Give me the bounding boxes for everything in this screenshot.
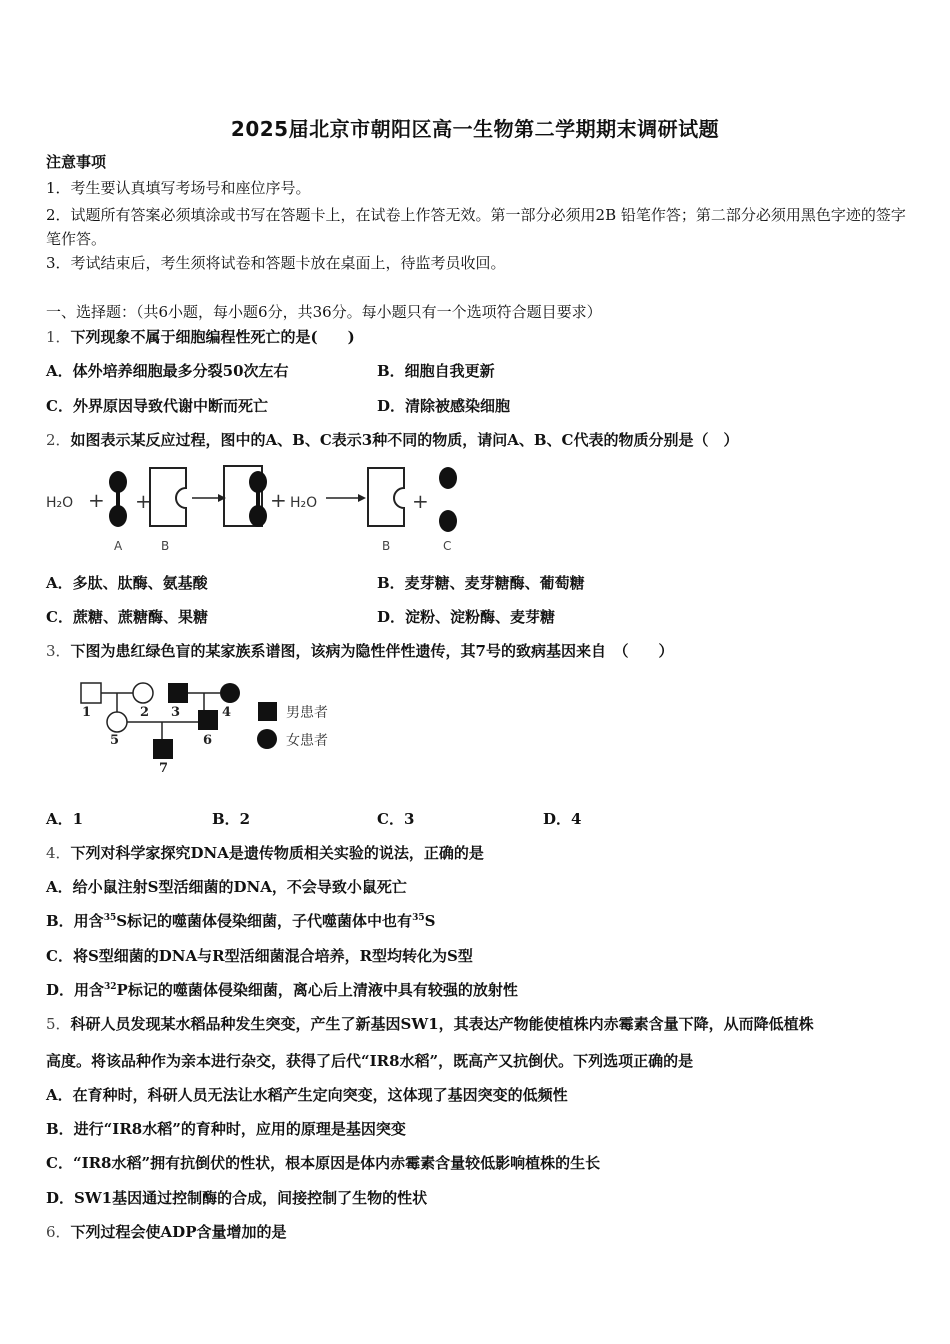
enzyme-b [150,468,186,526]
plus-sign: + [88,488,105,512]
notice-item-1: 1．考生要认真填写考场号和座位序号。 [46,179,311,197]
h2o-label: H₂O [46,495,74,511]
enzyme-b [368,468,404,526]
q5-option-c[interactable]: C．“IR8水稻”拥有抗倒伏的性状，根本原因是体内赤霉素含量较低影响植株的生长 [46,1154,601,1172]
isotope-superscript: 32 [104,982,117,992]
question-6 [46,1222,286,1242]
q1-option-c[interactable]: C．外界原因导致代谢中断而死亡 [46,397,268,415]
notice-item-2: 2．试题所有答案必须填涂或书写在答题卡上，在试卷上作答无效。第一部分必须用2B 铅笔作答；第二部分必须用黑色字迹的签字笔作答。 [46,206,906,248]
isotope-superscript: 35 [103,913,117,923]
q4-option-d[interactable] [46,980,518,1000]
question-stem: 如图表示某反应过程，图中的A、B、C表示3种不同的物质，请问A、B、C代表的物质分别是（ ） [70,431,739,449]
option-text: D．用含 [46,981,105,999]
pedigree-number: 5 [110,733,120,748]
question-stem: 下图为患红绿色盲的某家族系谱图，该病为隐性伴性遗传，其7号的致病基因来自 （ ） [70,642,674,660]
question-stem: 下列过程会使ADP含量增加的是 [70,1223,287,1241]
option-text: B．用含 [46,912,104,930]
question-number: 5． [46,1015,71,1033]
q5-option-b[interactable]: B．进行“IR8水稻”的育种时，应用的原理是基因突变 [46,1120,406,1138]
question-stem: 科研人员发现某水稻品种发生突变，产生了新基因SW1，其表达产物能使植株内赤霉素含量下降，从而降低植株 [70,1015,814,1033]
q5-option-d[interactable]: D．SW1基因通过控制酶的合成，间接控制了生物的性状 [46,1189,428,1207]
option-text: S标记的噬菌体侵染细菌，子代噬菌体中也有 [116,912,413,930]
question-3 [46,641,674,661]
individual-6 [198,710,218,730]
reaction-arrow [326,494,366,502]
label-a: A [114,539,123,553]
option-text: S [424,912,436,930]
plus-sign: + [270,488,287,512]
q2-option-a[interactable]: A．多肽、肽酶、氨基酸 [46,574,208,592]
reaction-diagram [40,460,480,560]
question-number: 6． [46,1223,71,1241]
pedigree-number: 3 [171,705,181,720]
question-4 [46,843,484,863]
q3-option-a[interactable]: A．1 [46,810,84,828]
legend-female-icon [257,729,277,749]
section-heading: 一、选择题：（共6小题，每小题6分，共36分。每小题只有一个选项符合题目要求） [46,303,602,321]
label-b: B [161,539,170,553]
individual-5 [107,712,127,732]
pedigree-chart [70,676,370,776]
individual-3 [168,683,188,703]
label-b: B [382,539,391,553]
q3-option-d[interactable]: D．4 [543,810,582,828]
notice-heading: 注意事项 [46,153,107,171]
individual-7 [153,739,173,759]
question-number: 4． [46,844,71,862]
h2o-label: H₂O [290,495,318,511]
notice-item-3: 3．考试结束后，考生须将试卷和答题卡放在桌面上，待监考员收回。 [46,254,506,272]
individual-4 [220,683,240,703]
q4-option-b[interactable] [46,911,435,931]
pedigree-number: 2 [140,705,150,720]
question-1 [46,327,355,347]
question-number: 2． [46,431,71,449]
plus-sign: + [135,489,152,513]
page-title: 2025届北京市朝阳区高一生物第二学期期末调研试题 [230,117,720,141]
q1-option-d[interactable]: D．清除被感染细胞 [377,397,511,415]
question-5 [46,1014,814,1034]
pedigree-number: 1 [82,705,92,720]
label-c: C [443,539,452,553]
q2-option-d[interactable]: D．淀粉、淀粉酶、麦芽糖 [377,608,556,626]
plus-sign: + [412,489,429,513]
q4-option-c[interactable]: C．将S型细菌的DNA与R型活细菌混合培养，R型均转化为S型 [46,947,473,965]
question-stem: 下列对科学家探究DNA是遗传物质相关实验的说法，正确的是 [70,844,484,862]
q1-option-b[interactable]: B．细胞自我更新 [377,362,495,380]
legend-female-label: 女患者 [286,733,328,749]
bound-substrate [249,471,267,527]
q5-option-a[interactable]: A．在育种时，科研人员无法让水稻产生定向突变，这体现了基因突变的低频性 [46,1086,568,1104]
q2-option-b[interactable]: B．麦芽糖、麦芽糖酶、葡萄糖 [377,574,585,592]
question-number: 3． [46,642,71,660]
molecule-a [109,471,127,527]
q2-option-c[interactable]: C．蔗糖、蔗糖酶、果糖 [46,608,208,626]
pedigree-number: 7 [159,761,169,776]
option-text: P标记的噬菌体侵染细菌，离心后上清液中具有较强的放射性 [116,981,518,999]
question-stem: 下列现象不属于细胞编程性死亡的是( ) [70,328,355,346]
q3-option-b[interactable]: B．2 [212,810,251,828]
q4-option-a[interactable]: A．给小鼠注射S型活细菌的DNA，不会导致小鼠死亡 [46,878,407,896]
question-number: 1． [46,328,71,346]
isotope-superscript: 35 [412,913,425,923]
q1-option-a[interactable]: A．体外培养细胞最多分裂50次左右 [46,362,289,380]
q3-option-c[interactable]: C．3 [377,810,415,828]
reaction-arrow [192,494,226,502]
individual-2 [133,683,153,703]
individual-1 [81,683,101,703]
legend-male-label: 男患者 [286,705,328,721]
legend-male-icon [258,702,277,721]
question-2 [46,430,739,450]
question-5-continued: 高度。将该品种作为亲本进行杂交，获得了后代“IR8水稻”，既高产又抗倒伏。下列选项正确的是 [46,1052,694,1070]
pedigree-number: 4 [222,705,232,720]
pedigree-number: 6 [203,733,213,748]
product-c [439,467,457,532]
